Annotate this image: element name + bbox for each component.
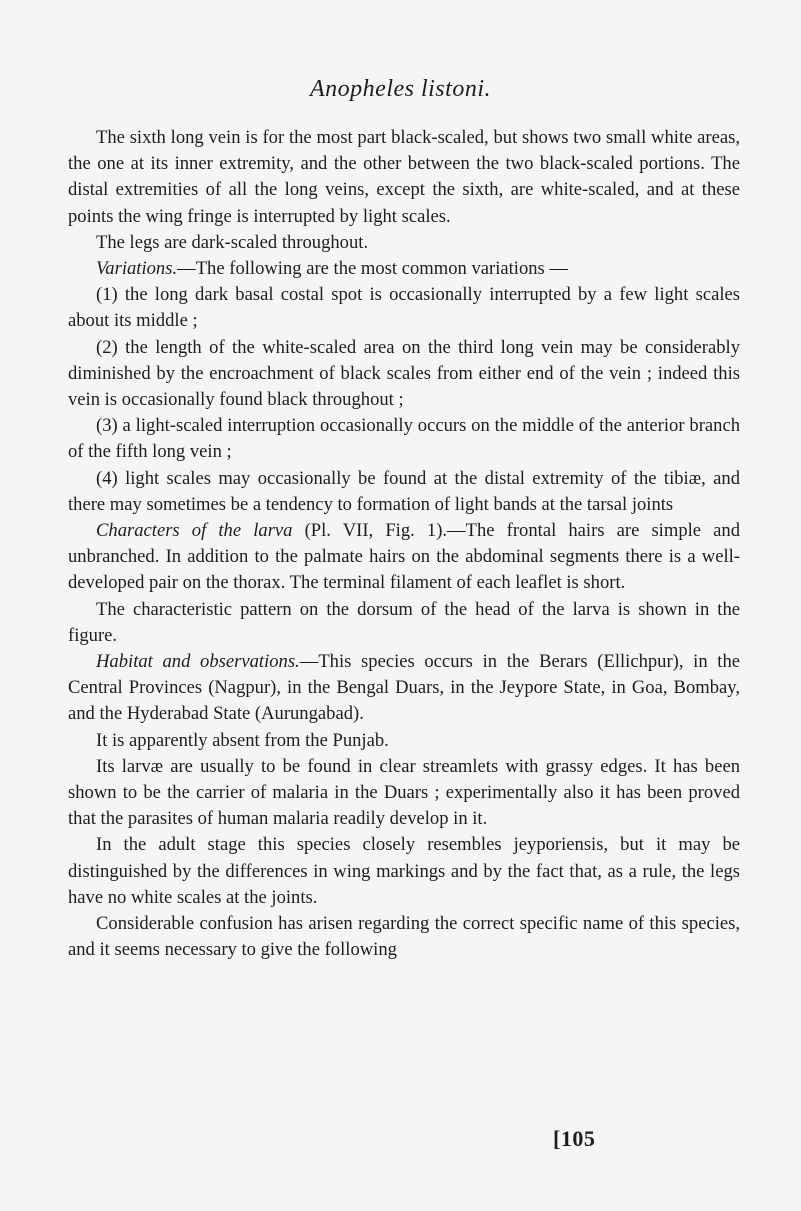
paragraph	[68, 335, 740, 414]
paragraph-text: —This species occurs in the Berars (Ellichpur), in the Central Provinces (Nagpur), in the Bengal Duars, in the Jeypore State, in Goa, Bombay, and the Hyderabad State (Aurungabad).	[68, 651, 740, 725]
paragraph	[68, 728, 740, 754]
paragraph	[68, 230, 740, 256]
paragraph	[68, 282, 740, 334]
paragraph	[68, 125, 740, 230]
paragraph-text: In the adult stage this species closely resembles jeyporiensis, but it may be distinguished by the differences in wing markings and by the fact that, as a rule, the legs have no white scales at the joints.	[68, 834, 740, 908]
paragraph	[68, 256, 740, 282]
paragraph-text: It is apparently absent from the Punjab.	[96, 729, 389, 751]
paragraph-lead: Habitat and observations.	[96, 651, 300, 673]
body-text	[68, 125, 740, 964]
paragraph-text: (Pl. VII, Fig. 1).—The frontal hairs are simple and unbranched. In addition to the palmate hairs on the abdominal segments there is a well-developed pair on the thorax. The terminal filament of each leaflet is short.	[68, 520, 741, 594]
paragraph	[68, 466, 740, 518]
paragraph-text: Considerable confusion has arisen regarding the correct specific name of this species, and it seems necessary to give the following	[68, 913, 740, 961]
paragraph-lead: Characters of the larva	[96, 520, 293, 542]
paragraph-text: The sixth long vein is for the most part black-scaled, but shows two small white areas, the one at its inner extremity, and the other between the two black-scaled portions. The distal extremities of all the long veins, except the sixth, are white-scaled, and at these points the wing fringe is interrupted by light scales.	[68, 127, 740, 227]
paragraph-lead: Variations.	[96, 258, 178, 280]
paragraph-text: (4) light scales may occasionally be found at the distal extremity of the tibiæ, and there may sometimes be a tendency to formation of light bands at the tarsal joints	[68, 467, 740, 515]
paragraph-text: The legs are dark-scaled throughout.	[96, 231, 369, 253]
paragraph-text: —The following are the most common variations —	[177, 258, 569, 280]
paragraph	[68, 754, 740, 833]
paragraph	[68, 597, 740, 649]
paragraph	[68, 413, 740, 465]
paragraph	[68, 832, 740, 911]
paragraph-text: (1) the long dark basal costal spot is occasionally interrupted by a few light scales about its middle ;	[68, 284, 740, 332]
paragraph-text: The characteristic pattern on the dorsum of the head of the larva is shown in the figure.	[68, 598, 740, 646]
paragraph	[68, 649, 740, 728]
paragraph-text: (3) a light-scaled interruption occasionally occurs on the middle of the anterior branch of the fifth long vein ;	[68, 415, 740, 463]
paragraph-text: (2) the length of the white-scaled area on the third long vein may be considerably diminished by the encroachment of black scales from either end of the vein ; indeed this vein is occasionally found black throughout ;	[68, 336, 740, 411]
paragraph	[68, 911, 740, 963]
page-number: [105	[553, 1126, 596, 1151]
paragraph-text: Its larvæ are usually to be found in clear streamlets with grassy edges. It has been shown to be the carrier of malaria in the Duars ; experimentally also it has been proved that the parasites of human malaria readily develop in it.	[68, 755, 740, 830]
paragraph	[68, 518, 740, 597]
running-title: Anopheles listoni.	[310, 76, 491, 102]
